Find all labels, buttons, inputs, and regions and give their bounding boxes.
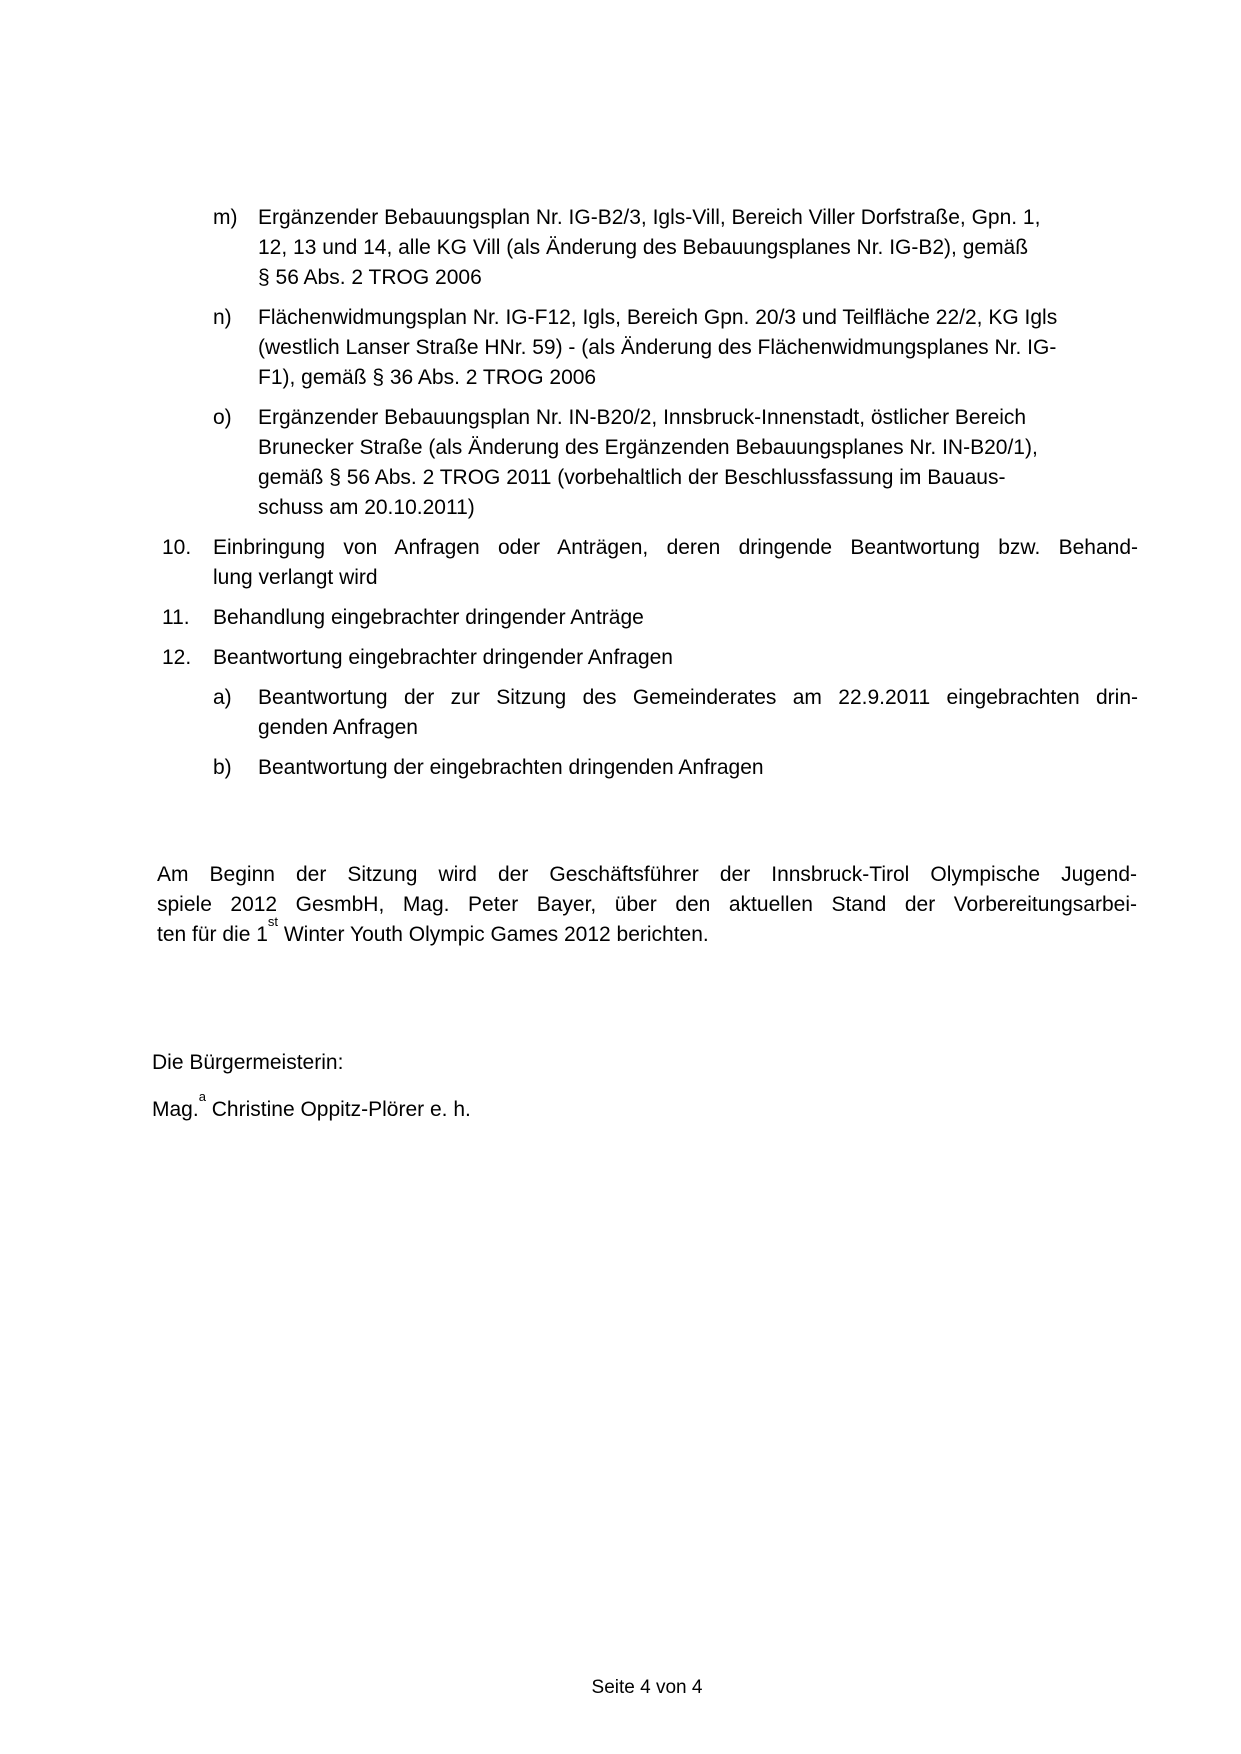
item-text: Beantwortung der eingebrachten dringenden Anfragen	[258, 756, 764, 779]
item-text: Flächenwidmungsplan Nr. IG-F12, Igls, Bereich Gpn. 20/3 und Teilfläche 22/2, KG Igls (westlich Lanser Straße HNr. 59) - (als Änderung des Flächenwidmungsplanes Nr. IG- F1), gemäß § 36 Abs. 2 TROG 2006	[258, 306, 1058, 389]
item-number: 10.	[162, 536, 192, 559]
signature-block	[152, 1048, 1241, 1125]
agenda-item-m	[0, 203, 1241, 293]
agenda-item-o	[0, 403, 1241, 523]
item-text: Beantwortung der zur Sitzung des Gemeinderates am 22.9.2011 eingebrachten drin- genden Anfragen	[258, 686, 1138, 739]
agenda-item-10	[0, 533, 1241, 593]
announcement-paragraph: Am Beginn der Sitzung wird der Geschäftsführer der Innsbruck-Tirol Olympische Jugend- spiele 2012 GesmbH, Mag. Peter Bayer, über den aktuellen Stand der Vorbereitungsarbei- ten für die 1st Winter Youth Olympic Games 2012 berichten.	[157, 863, 1137, 946]
item-text: Einbringung von Anfragen oder Anträgen, deren dringende Beantwortung bzw. Behand- lung verlangt wird	[213, 536, 1138, 589]
item-label: o)	[213, 406, 232, 429]
signature-name: Mag.$^a$ Christine Oppitz-Plörer e. h.	[152, 1089, 471, 1121]
signature-role: Die Bürgermeisterin:	[152, 1051, 344, 1074]
item-text: Behandlung eingebrachter dringender Anträge	[213, 606, 644, 629]
item-text: Ergänzender Bebauungsplan Nr. IG-B2/3, Igls-Vill, Bereich Viller Dorfstraße, Gpn. 1, 12, 13 und 14, alle KG Vill (als Änderung des Bebauungsplanes Nr. IG-B2), gemäß § 56 Abs. 2 TROG 2006	[258, 206, 1041, 289]
item-label: n)	[213, 306, 232, 329]
agenda-item-12	[0, 643, 1241, 673]
agenda-item-12b	[0, 753, 1241, 783]
item-label: m)	[213, 206, 238, 229]
item-number: 12.	[162, 646, 192, 669]
agenda-item-12a	[0, 683, 1241, 743]
item-text: Beantwortung eingebrachter dringender Anfragen	[213, 646, 673, 669]
agenda-item-n	[0, 303, 1241, 393]
agenda-item-11	[0, 603, 1241, 633]
agenda-list	[0, 203, 1241, 783]
item-number: 11.	[162, 606, 190, 629]
item-label: a)	[213, 686, 232, 709]
page-number: Seite 4 von 4	[591, 1677, 703, 1698]
item-text: Ergänzender Bebauungsplan Nr. IN-B20/2, Innsbruck-Innenstadt, östlicher Bereich Brunecker Straße (als Änderung des Ergänzenden Bebauungsplanes Nr. IN-B20/1), gemäß § 56 Abs. 2 TROG 2011 (vorbehaltlich der Beschlussfassung im Bauaus- schuss am 20.10.2011)	[258, 406, 1038, 519]
item-label: b)	[213, 756, 232, 779]
